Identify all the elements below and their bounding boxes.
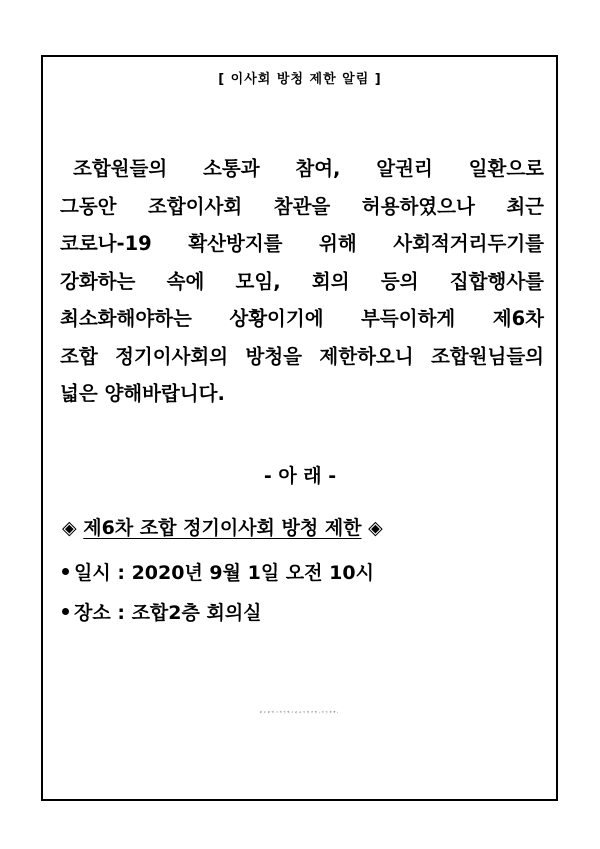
body-line: 조합 정기이사회의 방청을 제한하오니 조합원님들의 xyxy=(60,344,544,368)
notice-title: [ 이사회 방청 제한 알림 ] xyxy=(218,72,382,87)
diamond-bullet-icon: ◈ xyxy=(368,517,383,539)
detail-value: 조합2층 회의실 xyxy=(131,602,262,624)
body-line: 넓은 양해바랍니다. xyxy=(60,382,225,405)
detail-label: 장소 xyxy=(74,602,111,624)
body-line: 강화하는 속에 모임, 회의 등의 집합행사를 xyxy=(60,269,544,293)
detail-label: 일시 xyxy=(74,562,111,584)
detail-colon: : xyxy=(117,602,125,624)
section-title: 제6차 조합 정기이사회 방청 제한 xyxy=(83,517,362,539)
detail-item-location xyxy=(62,598,262,625)
detail-value: 2020년 9월 1일 오전 10시 xyxy=(131,562,374,584)
separator-heading: - 아 래 - xyxy=(263,465,337,487)
notice-body xyxy=(60,150,544,413)
section-heading xyxy=(62,513,383,540)
detail-colon: : xyxy=(117,562,125,584)
body-line: 코로나-19 확산방지를 위해 사회적거리두기를 xyxy=(60,232,544,255)
body-line: 그동안 조합이사회 참관을 허용하였으나 최근 xyxy=(60,194,544,218)
bullet-dot-icon xyxy=(62,608,69,615)
body-line: 조합원들의 소통과 참여, 알권리 일환으로 xyxy=(73,157,544,180)
issuer-name: 광주광역시개인택시운송사업조합(직인생략) xyxy=(259,712,341,714)
body-line: 최소화해야하는 상황이기에 부득이하게 제6차 xyxy=(60,307,544,330)
detail-item-datetime xyxy=(62,558,374,585)
diamond-bullet-icon: ◈ xyxy=(62,517,77,539)
bullet-dot-icon xyxy=(62,568,69,575)
